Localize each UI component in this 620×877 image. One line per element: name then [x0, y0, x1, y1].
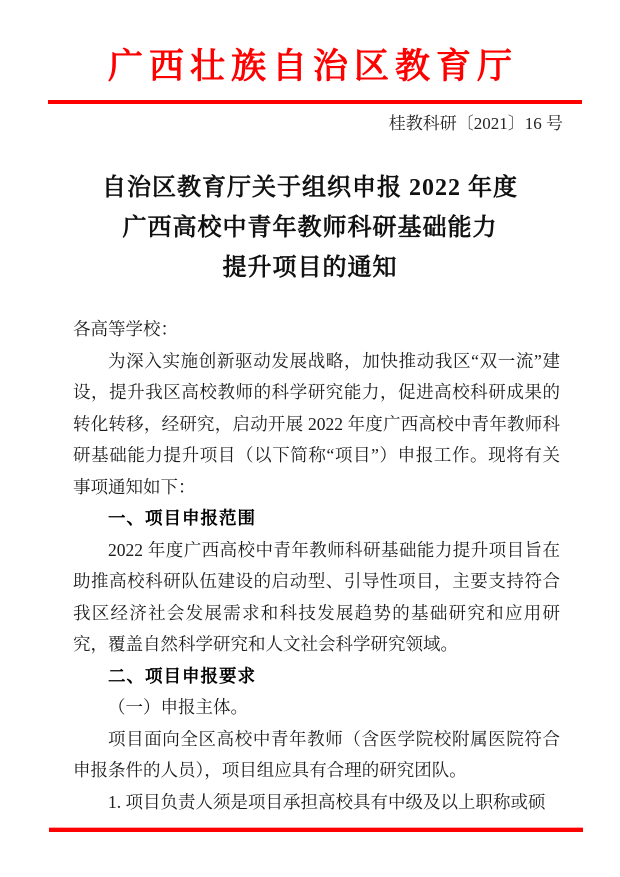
- header-rule: [48, 100, 582, 104]
- paragraph-leader-requirement: 1. 项目负责人须是项目承担高校具有中级及以上职称或硕: [108, 791, 546, 812]
- agency-name: 广西壮族自治区教育厅: [107, 47, 518, 86]
- notice-title-line-3: 提升项目的通知: [222, 255, 398, 281]
- salutation: 各高等学校：: [73, 319, 178, 339]
- paragraph-section-1: 2022 年度广西高校中青年教师科研基础能力提升项目旨在助推高校科研队伍建设的启动型、引导性项目，主要支持符合我区经济社会发展需求和科技发展趋势的基础研究和应用研究，覆盖自然科学研究和人文社会科学研究领域。: [73, 539, 560, 654]
- paragraph-intro: 为深入实施创新驱动发展战略，加快推动我区“双一流”建设，提升我区高校教师的科学研究能力，促进高校科研成果的转化转移，经研究，启动开展 2022 年度广西高校中青年教师科研基础能力提升项目（以下简称“项目”）申报工作。现将有关事项通知如下：: [73, 350, 560, 497]
- notice-title-line-1: 自治区教育厅关于组织申报 2022 年度: [102, 175, 518, 201]
- notice-body: [73, 314, 560, 818]
- footer-rule: [49, 828, 583, 832]
- section-heading-1: 一、项目申报范围: [108, 508, 256, 528]
- section-heading-2: 二、项目申报要求: [108, 665, 256, 686]
- notice-title: [0, 168, 620, 288]
- letterhead: [0, 0, 620, 134]
- notice-title-line-2: 广西高校中青年教师科研基础能力: [122, 215, 498, 241]
- doc-number: 桂教科研〔2021〕16 号: [388, 114, 563, 133]
- subsection-heading-2-1: （一）申报主体。: [108, 697, 248, 717]
- paragraph-applicants: 项目面向全区高校中青年教师（含医学院校附属医院符合申报条件的人员），项目组应具有合理的研究团队。: [73, 728, 560, 780]
